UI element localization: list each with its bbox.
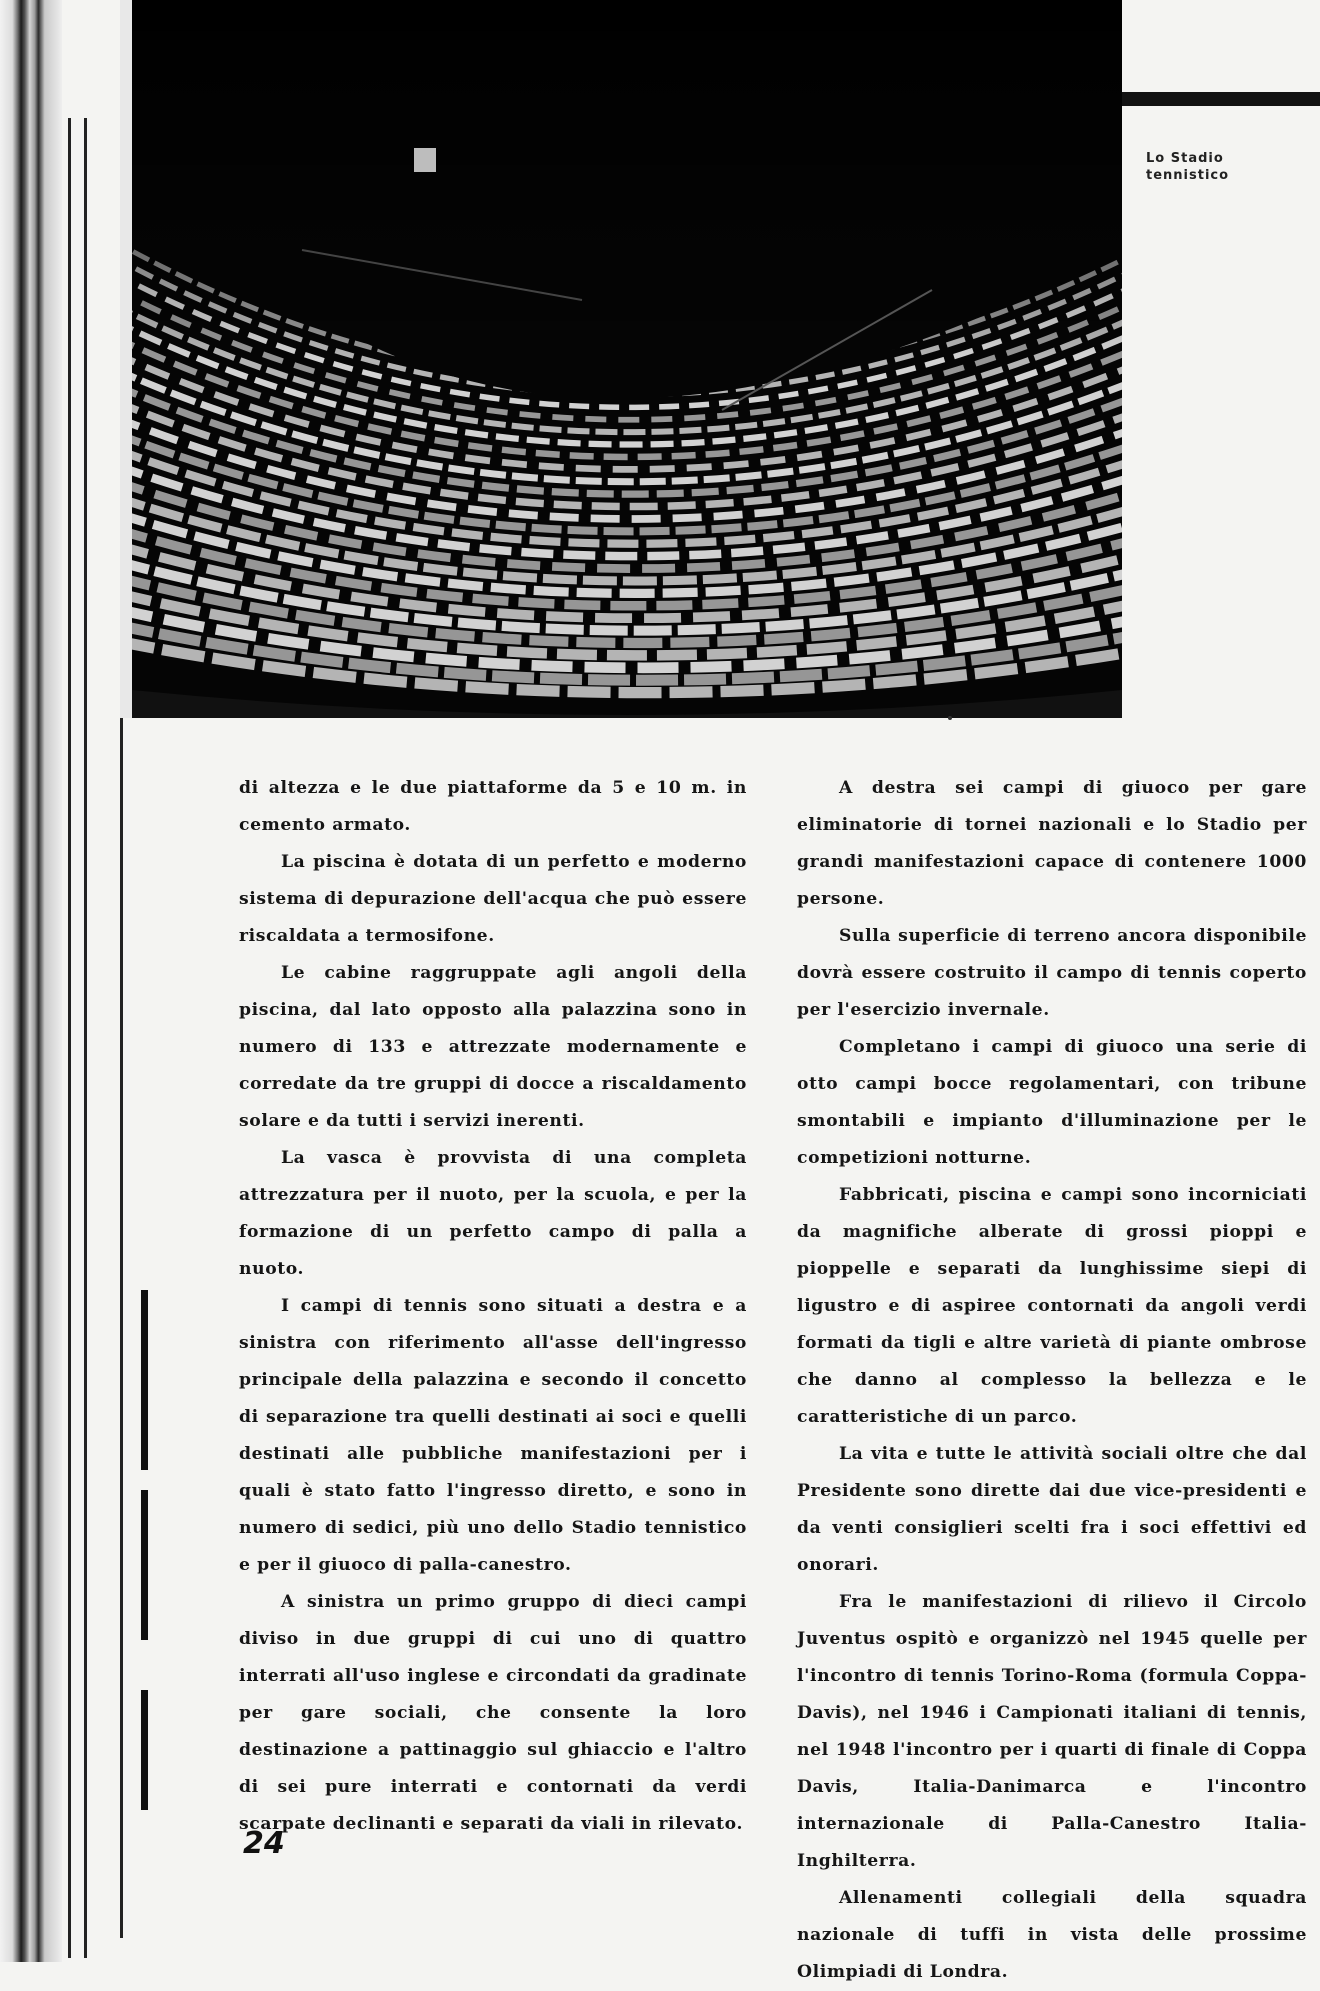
paragraph: Completano i campi di giuoco una serie di otto campi bocce regolamentari, con tribune smontabili e impianto d'illuminazione per le competizioni notturne.	[797, 1037, 1307, 1168]
speck	[948, 716, 952, 720]
paragraph: La piscina è dotata di un perfetto e moderno sistema di depurazione dell'acqua che può essere riscaldata a termosifone.	[239, 852, 747, 946]
paragraph: Allenamenti collegiali della squadra nazionale di tuffi in vista delle prossime Olimpiadi di Londra.	[797, 1888, 1307, 1982]
paragraph: A sinistra un primo gruppo di dieci campi diviso in due gruppi di cui uno di quattro interrati all'uso inglese e circondati da gradinate per gare sociali, che consente la loro destinazione a pattinaggio sul ghiaccio e l'altro di sei pure interrati e contornati da verdi scarpate declinanti e separati da viali in rilevato.	[239, 1592, 747, 1834]
book-spine	[0, 0, 62, 1962]
spine-mark	[141, 1490, 148, 1640]
stadium-bleachers-image	[132, 0, 1122, 718]
paragraph: Le cabine raggruppate agli angoli della piscina, dal lato opposto alla palazzina sono in numero di 133 e attrezzate modernamente e corredate da tre gruppi di docce a riscaldamento solare e da tutti i servizi inerenti.	[239, 963, 747, 1131]
paragraph: A destra sei campi di giuoco per gare eliminatorie di tornei nazionali e lo Stadio per grandi manifestazioni capace di contenere 1000 persone.	[797, 778, 1307, 909]
header-rule	[1120, 92, 1320, 106]
caption-line: tennistico	[1146, 168, 1230, 183]
paragraph: Sulla superficie di terreno ancora disponibile dovrà essere costruito il campo di tennis coperto per l'esercizio invernale.	[797, 926, 1307, 1020]
paragraph: I campi di tennis sono situati a destra e a sinistra con riferimento all'asse dell'ingresso principale della palazzina e secondo il concetto di separazione tra quelli destinati ai soci e quelli destinati alle pubbliche manifestazioni per i quali è stato fatto l'ingresso diretto, e sono in numero di sedici, più uno dello Stadio tennistico e per il giuoco di palla-canestro.	[239, 1296, 747, 1575]
paragraph: La vita e tutte le attività sociali oltre che dal Presidente sono dirette dai due vice-presidenti e da venti consiglieri scelti fra i soci effettivi ed onorari.	[797, 1444, 1307, 1575]
paragraph: Fabbricati, piscina e campi sono incorniciati da magnifiche alberate di grossi pioppi e pioppelle e separati da lunghissime siepi di ligustro e di aspiree contornati da angoli verdi formati da tigli e altre varietà di piante ombrose che danno al complesso la bellezza e le caratteristiche di un parco.	[797, 1185, 1307, 1427]
paragraph: La vasca è provvista di una completa attrezzatura per il nuoto, per la scuola, e per la formazione di un perfetto campo di palla a nuoto.	[239, 1148, 747, 1279]
right-text-column	[797, 770, 1307, 1991]
stadium-photo	[132, 0, 1122, 718]
left-text-column	[239, 770, 747, 1843]
page-number: 24	[243, 1826, 285, 1861]
spine-edge-line	[120, 118, 123, 1938]
spine-edge-line	[68, 118, 71, 1958]
spine-edge-line	[84, 118, 87, 1958]
paragraph: di altezza e le due piattaforme da 5 e 10 m. in cemento armato.	[239, 778, 747, 835]
spine-mark	[141, 1690, 148, 1810]
paragraph: Fra le manifestazioni di rilievo il Circolo Juventus ospitò e organizzò nel 1945 quelle per l'incontro di tennis Torino-Roma (formula Coppa-Davis), nel 1946 i Campionati italiani di tennis, nel 1948 l'incontro per i quarti di finale di Coppa Davis, Italia-Danimarca e l'incontro internazionale di Palla-Canestro Italia-Inghilterra.	[797, 1592, 1307, 1871]
photo-caption	[1146, 150, 1266, 184]
caption-line: Lo Stadio	[1146, 151, 1224, 166]
spine-mark	[141, 1290, 148, 1470]
